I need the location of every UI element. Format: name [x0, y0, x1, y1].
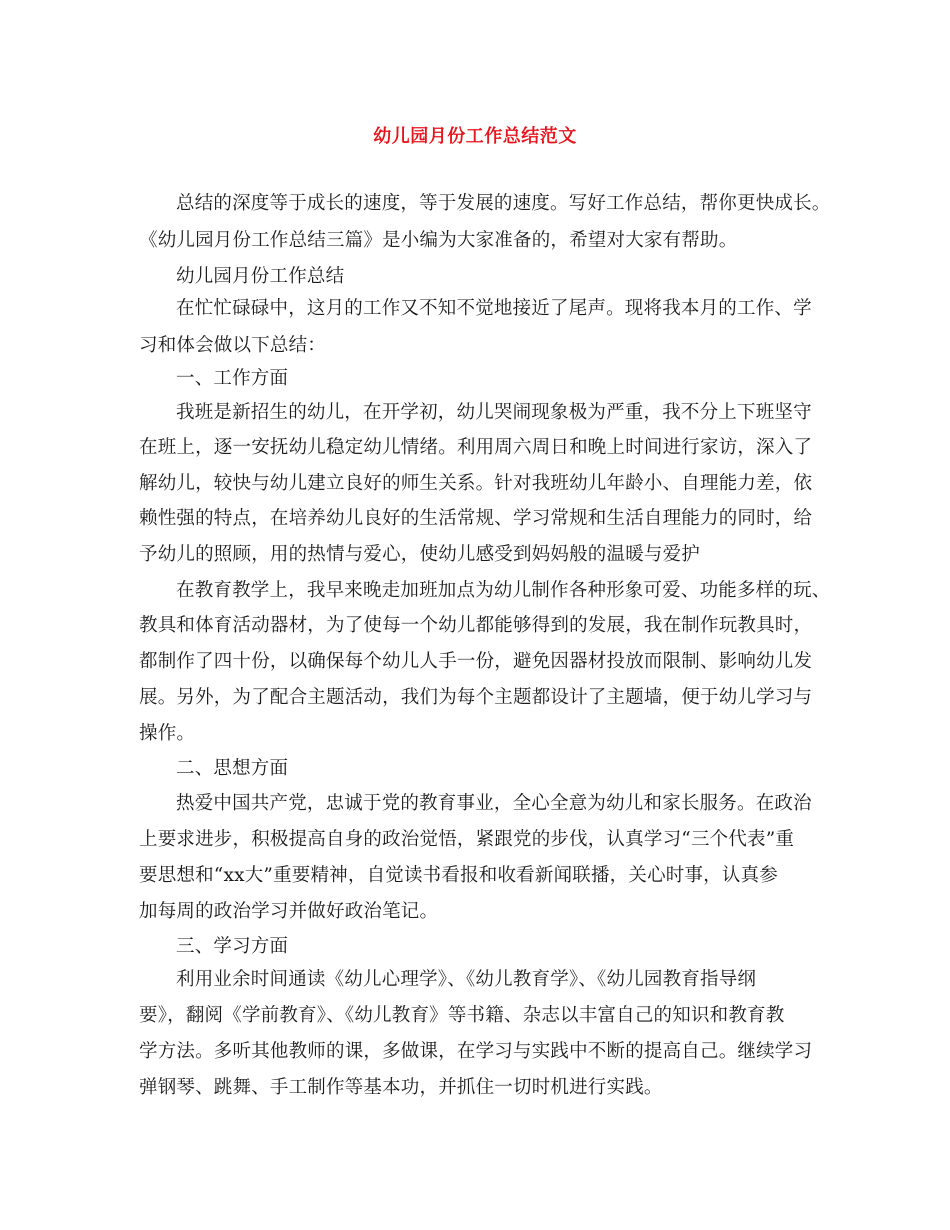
section-heading: 二、思想方面: [176, 758, 289, 779]
paragraph-line: 解幼儿，较快与幼儿建立良好的师生关系。针对我班幼儿年龄小、自理能力差，依: [139, 473, 813, 494]
paragraph-line: 我班是新招生的幼儿，在开学初，幼儿哭闹现象极为严重，我不分上下班坚守: [176, 402, 812, 423]
paragraph-line: 展。另外，为了配合主题活动，我们为每个主题都设计了主题墙，便于幼儿学习与: [139, 687, 813, 708]
paragraph-line: 赖性强的特点，在培养幼儿良好的生活常规、学习常规和生活自理能力的同时，给: [139, 508, 813, 529]
paragraph-line: 在忙忙碌碌中，这月的工作又不知不觉地接近了尾声。现将我本月的工作、学: [176, 298, 812, 319]
paragraph-line: 上要求进步，积极提高自身的政治觉悟，紧跟党的步伐，认真学习“三个代表”重: [139, 829, 795, 850]
paragraph-line: 习和体会做以下总结：: [139, 335, 327, 356]
section-heading: 幼儿园月份工作总结: [176, 266, 345, 287]
paragraph-line: 予幼儿的照顾，用的热情与爱心，使幼儿感受到妈妈般的温暖与爱护: [139, 544, 701, 565]
paragraph-line: 学方法。多听其他教师的课，多做课，在学习与实践中不断的提高自己。继续学习: [139, 1041, 813, 1062]
section-heading: 一、工作方面: [176, 368, 289, 389]
paragraph-line: 利用业余时间通读《幼儿心理学》、《幼儿教育学》、《幼儿园教育指导纲: [176, 969, 757, 990]
section-heading: 三、学习方面: [176, 936, 289, 957]
paragraph-line: 在教育教学上，我早来晚走加班加点为幼儿制作各种形象可爱、功能多样的玩、: [176, 580, 831, 601]
paragraph-line: 要思想和“xx大”重要精神，自觉读书看报和收看新闻联播，关心时事，认真参: [139, 865, 778, 886]
paragraph-line: 在班上，逐一安抚幼儿稳定幼儿情绪。利用周六周日和晚上时间进行家访，深入了: [139, 437, 813, 458]
paragraph-line: 弹钢琴、跳舞、手工制作等基本功，并抓住一切时机进行实践。: [139, 1077, 663, 1098]
paragraph-line: 教具和体育活动器材，为了使每一个幼儿都能够得到的发展，我在制作玩教具时，: [139, 615, 813, 636]
paragraph-line: 要》，翻阅《学前教育》、《幼儿教育》等书籍、杂志以丰富自己的知识和教育教: [139, 1005, 785, 1026]
paragraph-line: 操作。: [139, 723, 196, 744]
paragraph-line: 加每周的政治学习并做好政治笔记。: [139, 901, 439, 922]
document-title: 幼儿园月份工作总结范文: [373, 126, 577, 147]
paragraph-line: 总结的深度等于成长的速度，等于发展的速度。写好工作总结，帮你更快成长。: [176, 193, 831, 214]
paragraph-line: 都制作了四十份，以确保每个幼儿人手一份，避免因器材投放而限制、影响幼儿发: [139, 651, 813, 672]
paragraph-line: 《幼儿园月份工作总结三篇》是小编为大家准备的，希望对大家有帮助。: [139, 230, 738, 251]
paragraph-line: 热爱中国共产党，忠诚于党的教育事业，全心全意为幼儿和家长服务。在政治: [176, 793, 812, 814]
